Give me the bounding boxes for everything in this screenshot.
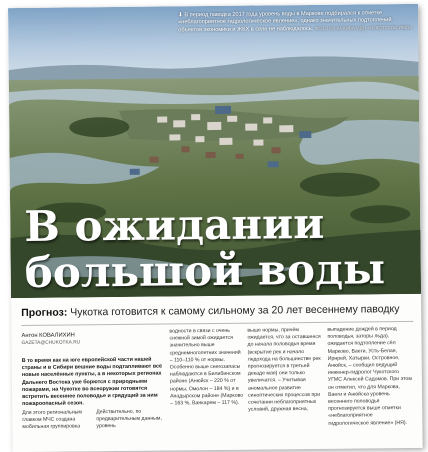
photo-credit: ФОТО ИЗ АРХИВА ИДН «ЧУКОТСКОЕ ИМО» xyxy=(314,24,412,31)
newspaper-page xyxy=(8,4,423,452)
photo-caption xyxy=(178,10,414,34)
bottom-fade xyxy=(13,440,423,452)
headline-line-1: В ожидании xyxy=(24,198,325,251)
arrow-down-icon: ⬇ xyxy=(178,12,183,19)
subtitle xyxy=(21,303,417,319)
article-column-5: выпадение дождей в период половодья, заторы льда), ожидается подтопление сёл Марково, Ваеги, Усть-Белая, Ирнрей, Хатырки, Островное, Анюйск, – сообщил ведущий инженер-гидролог Чукотского УГМС Алексей Садомов. При этом он отметил, что для Маркова, Ваеги и Анюйска уровень весеннего половодья прогнозируется выше отметки «неблагоприятное гидрологическое явление» (НЯ). xyxy=(327,326,412,427)
article-column-2: Действительно, по предварительным данным, уровень xyxy=(96,408,162,430)
article-column-4: выше нормы, причём ожидается, что за оставшееся до начала половодья время (вскрытие рек и начало ледохода на большинстве рек прогнозируется в третьей декаде мая) они только увеличатся. – Учитывая аномальное развитие синоптических процессов при сочетании неблагоприятных условий, дружная весна, xyxy=(247,327,321,413)
author-email: GAZETA@CHUKOTKA.RU xyxy=(21,340,81,347)
subtitle-label: Прогноз: xyxy=(21,306,68,320)
lead-paragraph: В то время как на юге европейской части нашей страны и в Сибири вешние воды подтапливают всё новые населённые пункты, а в некоторых регионах Дальнего Востока уже борются с природными пожарами, на Чукотке во всеоружии готовятся встретить весеннее половодье и грядущий за ним пожароопасный сезон. xyxy=(21,356,163,408)
article-column-1: Для этого региональным главком МЧС создана мобильная группировка xyxy=(22,409,82,431)
headline-line-2: большой воды xyxy=(24,244,386,297)
divider xyxy=(21,321,413,326)
subtitle-text: Чукотка готовится к самому сильному за 20 лет весеннему паводку xyxy=(70,303,400,319)
article-column-3: водности в связи с очень снежной зимой ожидается значительно выше среднемноголетних значений – 110–110 % от нормы. Особенно выше снегозапасы наблюдаются в Билибинском районе (Анюйск – 220 % от нормы, Омолон – 184 %) и в Анадырском районе (Марково – 163 %, Ванкарем – 117 %). xyxy=(169,327,244,407)
byline: Антон КОВАЛИХИН xyxy=(21,332,75,340)
caption-text: В период паводка 2017 года уровень воды в Маркове подбирался к отметке «неблагоприятное гидрологическое явление», однако значительных подтоплений объектов экономики и ЖКХ в селе не наблюдалось. xyxy=(178,10,392,34)
headline xyxy=(24,200,421,296)
